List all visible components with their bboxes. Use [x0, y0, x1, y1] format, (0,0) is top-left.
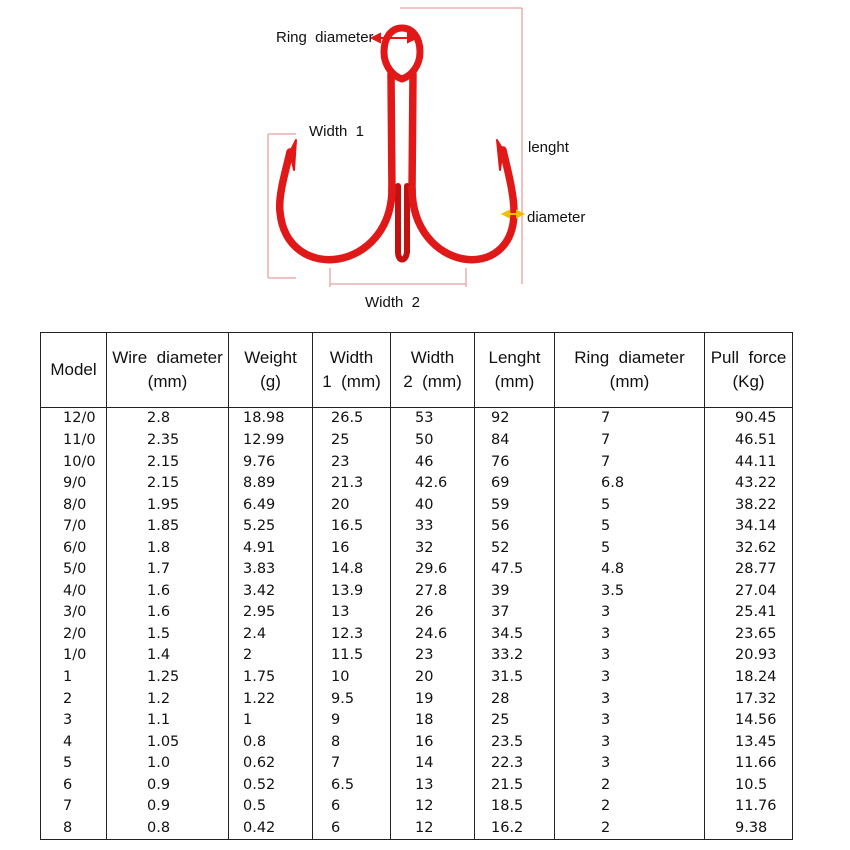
table-row: [41, 710, 793, 732]
cell-model: 5: [41, 753, 107, 775]
cell-width2: 14: [391, 753, 475, 775]
header-model: [41, 333, 107, 408]
cell-ring-diameter: 5: [555, 516, 705, 538]
cell-ring-diameter: 2: [555, 774, 705, 796]
cell-width1: 16: [313, 537, 391, 559]
cell-ring-diameter: 3: [555, 645, 705, 667]
cell-width2: 53: [391, 408, 475, 430]
cell-width1: 7: [313, 753, 391, 775]
cell-width1: 12.3: [313, 623, 391, 645]
cell-weight: 2.95: [229, 602, 313, 624]
cell-weight: 1.75: [229, 667, 313, 689]
header-line1: Pull force: [710, 348, 787, 367]
cell-weight: 18.98: [229, 408, 313, 430]
cell-pull-force: 32.62: [705, 537, 793, 559]
cell-weight: 0.62: [229, 753, 313, 775]
width1-label: Width 1: [309, 123, 365, 140]
cell-ring-diameter: 3: [555, 688, 705, 710]
cell-model: 4/0: [41, 580, 107, 602]
cell-wire-diameter: 1.05: [107, 731, 229, 753]
table-row: [41, 473, 793, 495]
cell-ring-diameter: 7: [555, 408, 705, 430]
cell-model: 6/0: [41, 537, 107, 559]
cell-pull-force: 90.45: [705, 408, 793, 430]
hook-spec-table: [40, 332, 793, 840]
table-row: [41, 408, 793, 430]
header-model-line1: Model: [50, 360, 97, 379]
cell-length: 22.3: [475, 753, 555, 775]
cell-model: 1: [41, 667, 107, 689]
cell-length: 37: [475, 602, 555, 624]
cell-width2: 50: [391, 430, 475, 452]
cell-width2: 12: [391, 817, 475, 839]
cell-length: 39: [475, 580, 555, 602]
cell-width1: 8: [313, 731, 391, 753]
cell-ring-diameter: 4.8: [555, 559, 705, 581]
cell-width2: 16: [391, 731, 475, 753]
cell-pull-force: 34.14: [705, 516, 793, 538]
cell-model: 2: [41, 688, 107, 710]
cell-wire-diameter: 2.15: [107, 451, 229, 473]
ring-diameter-arrow-icon: [372, 34, 416, 42]
hook-bend-left: [280, 152, 392, 260]
cell-width1: 6.5: [313, 774, 391, 796]
header-line1: Width: [329, 348, 374, 367]
cell-length: 28: [475, 688, 555, 710]
cell-length: 84: [475, 430, 555, 452]
header-line1: Ring diameter: [574, 348, 685, 367]
cell-pull-force: 44.11: [705, 451, 793, 473]
cell-width2: 19: [391, 688, 475, 710]
cell-weight: 12.99: [229, 430, 313, 452]
cell-width1: 13: [313, 602, 391, 624]
table-row: [41, 602, 793, 624]
cell-pull-force: 46.51: [705, 430, 793, 452]
cell-width2: 27.8: [391, 580, 475, 602]
cell-width1: 16.5: [313, 516, 391, 538]
table-body: [41, 408, 793, 840]
table-row: [41, 796, 793, 818]
cell-wire-diameter: 1.4: [107, 645, 229, 667]
cell-length: 16.2: [475, 817, 555, 839]
cell-wire-diameter: 2.35: [107, 430, 229, 452]
header-width1: [313, 333, 391, 408]
cell-ring-diameter: 3.5: [555, 580, 705, 602]
cell-width1: 14.8: [313, 559, 391, 581]
table-row: [41, 451, 793, 473]
cell-pull-force: 14.56: [705, 710, 793, 732]
cell-pull-force: 20.93: [705, 645, 793, 667]
cell-ring-diameter: 6.8: [555, 473, 705, 495]
cell-pull-force: 11.76: [705, 796, 793, 818]
cell-length: 47.5: [475, 559, 555, 581]
cell-ring-diameter: 2: [555, 796, 705, 818]
cell-pull-force: 13.45: [705, 731, 793, 753]
cell-length: 92: [475, 408, 555, 430]
cell-width2: 46: [391, 451, 475, 473]
cell-width1: 10: [313, 667, 391, 689]
cell-pull-force: 38.22: [705, 494, 793, 516]
cell-model: 1/0: [41, 645, 107, 667]
cell-width2: 40: [391, 494, 475, 516]
cell-wire-diameter: 1.5: [107, 623, 229, 645]
table-row: [41, 430, 793, 452]
table-row: [41, 731, 793, 753]
cell-pull-force: 18.24: [705, 667, 793, 689]
cell-wire-diameter: 2.8: [107, 408, 229, 430]
cell-weight: 1.22: [229, 688, 313, 710]
cell-pull-force: 25.41: [705, 602, 793, 624]
cell-pull-force: 11.66: [705, 753, 793, 775]
cell-width1: 6: [313, 817, 391, 839]
cell-weight: 2.4: [229, 623, 313, 645]
width2-label: Width 2: [365, 294, 421, 311]
cell-wire-diameter: 1.6: [107, 602, 229, 624]
header-ring-diameter: [555, 333, 705, 408]
cell-model: 10/0: [41, 451, 107, 473]
cell-weight: 8.89: [229, 473, 313, 495]
cell-model: 5/0: [41, 559, 107, 581]
cell-width2: 24.6: [391, 623, 475, 645]
header-pull-force: [705, 333, 793, 408]
table-row: [41, 774, 793, 796]
cell-length: 23.5: [475, 731, 555, 753]
cell-weight: 0.52: [229, 774, 313, 796]
table-row: [41, 645, 793, 667]
cell-weight: 9.76: [229, 451, 313, 473]
cell-weight: 2: [229, 645, 313, 667]
cell-length: 76: [475, 451, 555, 473]
cell-pull-force: 28.77: [705, 559, 793, 581]
cell-pull-force: 17.32: [705, 688, 793, 710]
cell-wire-diameter: 1.85: [107, 516, 229, 538]
cell-wire-diameter: 1.8: [107, 537, 229, 559]
cell-model: 3: [41, 710, 107, 732]
treble-hook-icon: [280, 28, 514, 260]
cell-width2: 29.6: [391, 559, 475, 581]
table-row: [41, 667, 793, 689]
cell-wire-diameter: 0.9: [107, 796, 229, 818]
header-line1: Weight: [244, 348, 297, 367]
cell-length: 33.2: [475, 645, 555, 667]
header-line2: (mm): [147, 372, 188, 391]
cell-ring-diameter: 3: [555, 623, 705, 645]
table-row: [41, 688, 793, 710]
cell-weight: 6.49: [229, 494, 313, 516]
cell-width1: 11.5: [313, 645, 391, 667]
cell-ring-diameter: 5: [555, 494, 705, 516]
cell-weight: 4.91: [229, 537, 313, 559]
cell-pull-force: 23.65: [705, 623, 793, 645]
treble-hook-diagram: [0, 0, 850, 320]
hook-back-bend: [398, 186, 407, 260]
table-row: [41, 753, 793, 775]
cell-model: 8/0: [41, 494, 107, 516]
cell-wire-diameter: 1.7: [107, 559, 229, 581]
cell-ring-diameter: 5: [555, 537, 705, 559]
cell-pull-force: 9.38: [705, 817, 793, 839]
cell-weight: 0.42: [229, 817, 313, 839]
hook-barb-right: [497, 140, 503, 170]
header-line1: Width: [410, 348, 455, 367]
cell-model: 8: [41, 817, 107, 839]
header-line2: (g): [260, 372, 281, 391]
cell-ring-diameter: 7: [555, 451, 705, 473]
cell-weight: 3.42: [229, 580, 313, 602]
cell-width1: 9: [313, 710, 391, 732]
cell-wire-diameter: 0.8: [107, 817, 229, 839]
cell-width2: 32: [391, 537, 475, 559]
hook-shank-right: [412, 74, 413, 192]
hook-barb-left: [290, 140, 296, 170]
cell-model: 3/0: [41, 602, 107, 624]
cell-ring-diameter: 3: [555, 753, 705, 775]
cell-model: 7: [41, 796, 107, 818]
cell-width2: 18: [391, 710, 475, 732]
cell-width2: 23: [391, 645, 475, 667]
cell-pull-force: 43.22: [705, 473, 793, 495]
cell-wire-diameter: 1.1: [107, 710, 229, 732]
header-line2: (Kg): [732, 372, 765, 391]
cell-ring-diameter: 3: [555, 710, 705, 732]
header-line2: 2 (mm): [403, 372, 462, 391]
cell-wire-diameter: 2.15: [107, 473, 229, 495]
cell-width1: 9.5: [313, 688, 391, 710]
header-line1: Wire diameter: [112, 348, 223, 367]
table-row: [41, 516, 793, 538]
cell-length: 56: [475, 516, 555, 538]
cell-model: 7/0: [41, 516, 107, 538]
table-row: [41, 580, 793, 602]
table-row: [41, 559, 793, 581]
cell-model: 12/0: [41, 408, 107, 430]
cell-ring-diameter: 2: [555, 817, 705, 839]
table-row: [41, 623, 793, 645]
cell-width1: 13.9: [313, 580, 391, 602]
length-label: lenght: [528, 139, 569, 156]
cell-width1: 21.3: [313, 473, 391, 495]
cell-wire-diameter: 1.0: [107, 753, 229, 775]
diameter-label: diameter: [527, 209, 586, 226]
header-width2: [391, 333, 475, 408]
ring-diameter-label: Ring diameter: [276, 29, 374, 46]
cell-model: 6: [41, 774, 107, 796]
cell-wire-diameter: 0.9: [107, 774, 229, 796]
cell-length: 69: [475, 473, 555, 495]
cell-model: 9/0: [41, 473, 107, 495]
cell-model: 4: [41, 731, 107, 753]
header-weight: [229, 333, 313, 408]
header-line1: Lenght: [488, 348, 541, 367]
cell-width1: 23: [313, 451, 391, 473]
table-row: [41, 817, 793, 839]
cell-wire-diameter: 1.25: [107, 667, 229, 689]
cell-width2: 42.6: [391, 473, 475, 495]
cell-weight: 3.83: [229, 559, 313, 581]
cell-width1: 20: [313, 494, 391, 516]
header-line2: 1 (mm): [322, 372, 381, 391]
header-line2: (mm): [494, 372, 535, 391]
cell-width2: 33: [391, 516, 475, 538]
header-line2: (mm): [609, 372, 650, 391]
table-row: [41, 537, 793, 559]
cell-width2: 26: [391, 602, 475, 624]
table-header-row: [41, 333, 793, 408]
cell-wire-diameter: 1.95: [107, 494, 229, 516]
cell-pull-force: 27.04: [705, 580, 793, 602]
cell-ring-diameter: 3: [555, 667, 705, 689]
cell-length: 18.5: [475, 796, 555, 818]
cell-width2: 12: [391, 796, 475, 818]
cell-wire-diameter: 1.6: [107, 580, 229, 602]
cell-width1: 6: [313, 796, 391, 818]
cell-length: 34.5: [475, 623, 555, 645]
cell-width2: 13: [391, 774, 475, 796]
cell-length: 31.5: [475, 667, 555, 689]
cell-width1: 26.5: [313, 408, 391, 430]
cell-length: 59: [475, 494, 555, 516]
cell-length: 52: [475, 537, 555, 559]
header-wire-diameter: [107, 333, 229, 408]
cell-ring-diameter: 3: [555, 602, 705, 624]
cell-weight: 0.5: [229, 796, 313, 818]
cell-width1: 25: [313, 430, 391, 452]
cell-model: 11/0: [41, 430, 107, 452]
cell-weight: 5.25: [229, 516, 313, 538]
cell-pull-force: 10.5: [705, 774, 793, 796]
cell-ring-diameter: 3: [555, 731, 705, 753]
cell-ring-diameter: 7: [555, 430, 705, 452]
table-row: [41, 494, 793, 516]
cell-model: 2/0: [41, 623, 107, 645]
cell-weight: 0.8: [229, 731, 313, 753]
cell-weight: 1: [229, 710, 313, 732]
header-length: [475, 333, 555, 408]
cell-width2: 20: [391, 667, 475, 689]
cell-length: 21.5: [475, 774, 555, 796]
cell-wire-diameter: 1.2: [107, 688, 229, 710]
cell-length: 25: [475, 710, 555, 732]
hook-shank-left: [391, 74, 392, 192]
